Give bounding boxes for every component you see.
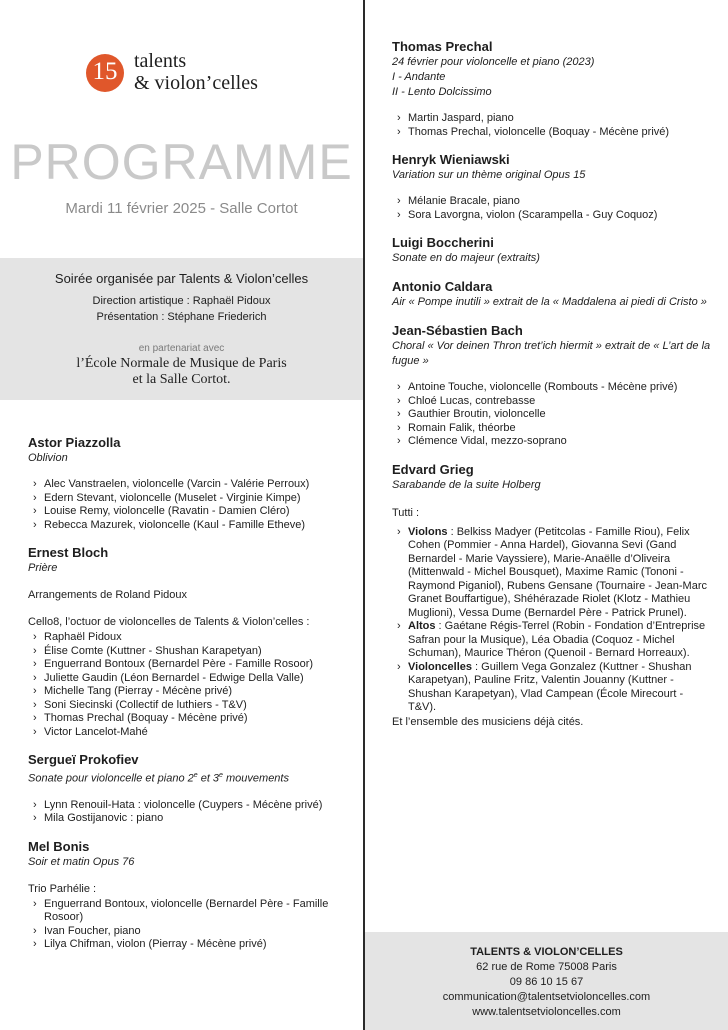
performer-item: › Ivan Foucher, piano: [28, 925, 348, 939]
performer-item: › Michelle Tang (Pierray - Mécène privé): [28, 685, 348, 699]
performer-item: › Élise Comte (Kuttner - Shushan Karapetyan): [28, 645, 348, 659]
logo-text-line2: & violon’celles: [134, 72, 258, 94]
performer-item: › Juliette Gaudin (Léon Bernardel - Edwige Della Valle): [28, 672, 348, 686]
composer-name: Henryk Wieniawski: [392, 152, 510, 167]
performer-item: › Louise Remy, violoncelle (Ravatin - Damien Cléro): [28, 505, 348, 519]
composer-name: Astor Piazzolla: [28, 435, 121, 450]
performer-list: [392, 381, 712, 449]
program-right-column: [392, 38, 712, 742]
performer-item: › Raphaël Pidoux: [28, 631, 348, 645]
performer-item: › Thomas Prechal, violoncelle (Boquay - Mécène privé): [392, 126, 712, 140]
logo: [86, 50, 306, 96]
ensemble-note: Cello8, l’octuor de violoncelles de Talents & Violon’celles :: [28, 616, 310, 628]
column-divider: [363, 0, 365, 1030]
logo-number: 15: [92, 58, 118, 85]
footer-website[interactable]: www.talentsetvioloncelles.com: [472, 1006, 621, 1018]
composer-name: Edvard Grieg: [392, 461, 474, 477]
arrangement-note: Arrangements de Roland Pidoux: [28, 589, 187, 601]
piece-boccherini: [392, 234, 712, 266]
organizer-text: Soirée organisée par Talents & Violon’celles: [54, 271, 309, 286]
composer-name: Sergueï Prokofiev: [28, 752, 139, 767]
footer-phone: 09 86 10 15 67: [509, 976, 584, 988]
performer-item: › Victor Lancelot-Mahé: [28, 726, 348, 740]
event-date: Mardi 11 février 2025 - Salle Cortot: [65, 200, 298, 217]
performer-item: › Lynn Renouil-Hata : violoncelle (Cuypers - Mécène privé): [28, 799, 348, 813]
performer-item: › Lilya Chifman, violon (Pierray - Mécène privé): [28, 938, 348, 952]
piece-bach: [392, 322, 712, 449]
program-left-column: [28, 434, 348, 964]
piece-prokofiev: [28, 751, 348, 826]
piece-wieniawski: [392, 151, 712, 222]
ensemble-note: Trio Parhélie :: [28, 882, 97, 895]
piece-grieg: [392, 461, 712, 730]
section-violons: › Violons : Belkiss Madyer (Petitcolas - Famille Riou), Felix Cohen (Pommier - Anna Hardel), Giovanna Sevi (Gand Bernardel - Marie Vayssiere), Marie-Anaëlle d’Oliveira (Mittenwald - Michel Bousquet), Maxime Ramic (Tononi - Raymond Piganiol), Rubens Gensane (Tournaire - Jean-Marc Granet Bouffartigue), Shéhérazade Riolet (Klotz - Mathieu Muglioni), Vessa Dume (Bernardel Père - Patrick Prunel).: [392, 526, 712, 621]
footer-email[interactable]: communication@talentsetvioloncelles.com: [442, 991, 651, 1003]
section-violoncelles: › Violoncelles : Guillem Vega Gonzalez (Kuttner - Shushan Karapetyan), Pauline Fritz, Valentin Jouanny (Kuttner - Shushan Karapetyan), Vlad Campean (École Mirecourt - T&V).: [392, 661, 712, 715]
performer-list: [392, 112, 712, 139]
closing-note: Et l’ensemble des musiciens déjà cités.: [392, 715, 584, 728]
partner-line1: l’École Normale de Musique de Paris: [76, 356, 287, 371]
footer-address: 62 rue de Rome 75008 Paris: [476, 961, 617, 973]
piece-caldara: [392, 278, 712, 310]
footer-org-name: TALENTS & VIOLON’CELLES: [470, 946, 623, 958]
performer-list: [28, 478, 348, 532]
info-panel: [0, 258, 363, 400]
section-list: [392, 526, 712, 715]
performer-item: › Mila Gostijanovic : piano: [28, 812, 348, 826]
performer-item: › Romain Falik, théorbe: [392, 422, 712, 436]
performer-item: › Martin Jaspard, piano: [392, 112, 712, 126]
piece-bloch: [28, 544, 348, 739]
performer-item: › Edern Stevant, violoncelle (Muselet - Virginie Kimpe): [28, 492, 348, 506]
performer-item: › Rebecca Mazurek, violoncelle (Kaul - Famille Etheve): [28, 519, 348, 533]
piece-piazzolla: [28, 434, 348, 532]
composer-name: Thomas Prechal: [392, 39, 493, 54]
performer-item: › Alec Vanstraelen, violoncelle (Varcin - Valérie Perroux): [28, 478, 348, 492]
performer-list: [28, 631, 348, 739]
performer-item: › Enguerrand Bontoux, violoncelle (Bernardel Père - Famille Rosoor): [28, 898, 348, 925]
work-title: Oblivion: [28, 452, 68, 464]
performer-item: › Clémence Vidal, mezzo-soprano: [392, 435, 712, 449]
composer-name: Ernest Bloch: [28, 545, 109, 560]
presentation-text: Présentation : Stéphane Friederich: [96, 311, 267, 323]
logo-text-line1: talents: [134, 50, 187, 72]
work-title: Sarabande de la suite Holberg: [392, 478, 541, 491]
movement-2: II - Lento Dolcissimo: [392, 86, 492, 98]
tutti-label: Tutti :: [392, 506, 420, 519]
performer-list: [28, 799, 348, 826]
work-title: 24 février pour violoncelle et piano (2023): [392, 56, 595, 68]
footer-contact-panel: [365, 932, 728, 1030]
performer-item: › Soni Siecinski (Collectif de luthiers - T&V): [28, 699, 348, 713]
performer-list: [28, 898, 348, 952]
work-title: Sonate en do majeur (extraits): [392, 252, 540, 264]
performer-item: › Thomas Prechal (Boquay - Mécène privé): [28, 712, 348, 726]
page-title: PROGRAMME: [10, 134, 353, 190]
composer-name: Luigi Boccherini: [392, 235, 494, 250]
performer-item: › Enguerrand Bontoux (Bernardel Père - Famille Rosoor): [28, 658, 348, 672]
performer-item: › Gauthier Broutin, violoncelle: [392, 408, 712, 422]
performer-item: › Sora Lavorgna, violon (Scarampella - Guy Coquoz): [392, 209, 712, 223]
work-title: Choral « Vor deinen Thron tret’ich hiermit » extrait de « L’art de la fugue »: [392, 340, 711, 367]
work-title: Soir et matin Opus 76: [28, 855, 135, 868]
composer-name: Mel Bonis: [28, 838, 90, 854]
performer-item: › Chloé Lucas, contrebasse: [392, 395, 712, 409]
partner-label: en partenariat avec: [138, 343, 225, 354]
composer-name: Antonio Caldara: [392, 279, 493, 294]
movement-1: I - Andante: [392, 71, 446, 83]
composer-name: Jean-Sébastien Bach: [392, 323, 523, 338]
work-title: Variation sur un thème original Opus 15: [392, 169, 586, 181]
performer-item: › Antoine Touche, violoncelle (Rombouts - Mécène privé): [392, 381, 712, 395]
direction-text: Direction artistique : Raphaël Pidoux: [92, 295, 271, 307]
work-title: Sonate pour violoncelle et piano 2e et 3e mouvements: [28, 772, 289, 785]
piece-prechal: [392, 38, 712, 139]
work-title: Air « Pompe inutili » extrait de la « Maddalena ai piedi di Cristo »: [392, 296, 707, 308]
partner-line2: et la Salle Cortot.: [132, 372, 231, 387]
section-altos: › Altos : Gaétane Régis-Terrel (Robin - Fondation d’Entreprise Safran pour la Musique), Léa Obadia (Coquoz - Michel Schuman), Maurice Théron (Quenoil - Bernard Horreaux).: [392, 620, 712, 661]
performer-item: › Mélanie Bracale, piano: [392, 195, 712, 209]
piece-bonis: [28, 838, 348, 952]
performer-list: [392, 195, 712, 222]
work-title: Prière: [28, 562, 58, 574]
